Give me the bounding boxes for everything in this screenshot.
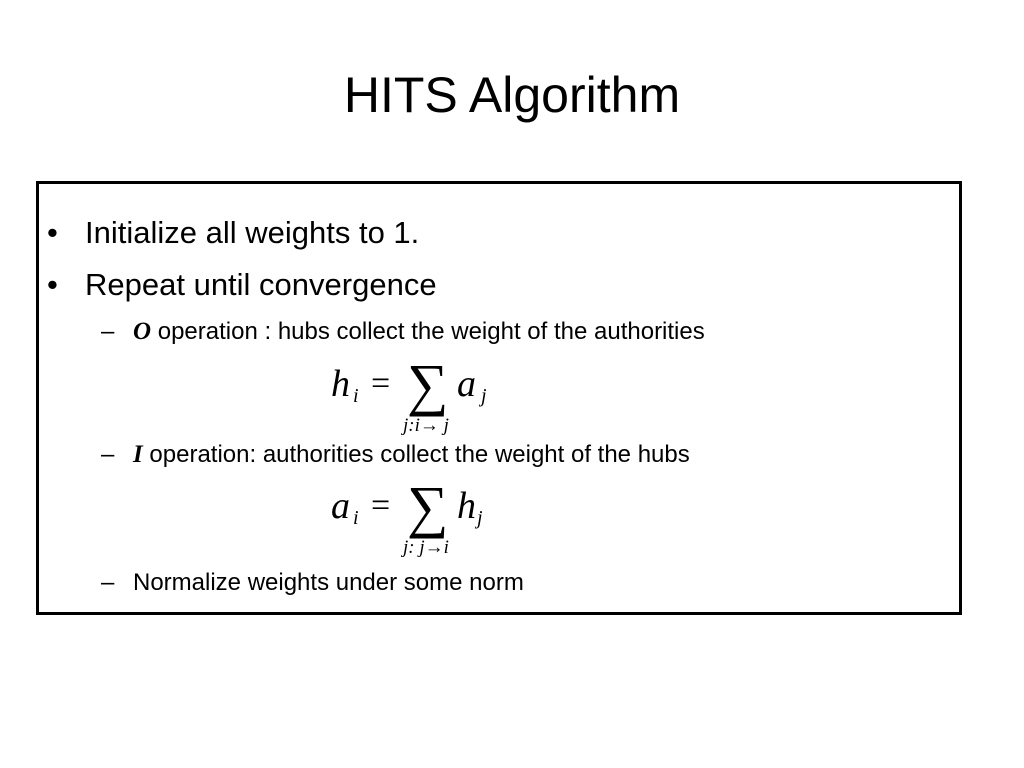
bullet-initialize xyxy=(47,214,419,252)
sub-bullet-normalize xyxy=(101,568,524,598)
content-box xyxy=(36,181,962,615)
formula-lhs: a xyxy=(331,485,350,527)
bullet-repeat xyxy=(47,266,437,304)
sub-bullet-text: operation: authorities collect the weight of the hubs xyxy=(142,441,690,468)
formula-rhs-index: j xyxy=(481,385,487,407)
operation-letter: O xyxy=(133,318,152,345)
formula-equals: = xyxy=(371,365,391,402)
sub-bullet-o-operation xyxy=(101,317,705,347)
sub-bullet-marker: – xyxy=(101,569,115,596)
bullet-text: Repeat until convergence xyxy=(85,267,437,302)
sub-bullet-marker: – xyxy=(101,318,115,345)
bullet-marker: • xyxy=(47,215,58,250)
formula-range: j:i→ j xyxy=(403,415,449,436)
sigma-icon: ∑ xyxy=(407,474,449,539)
bullet-marker: • xyxy=(47,267,58,302)
hub-update-formula xyxy=(331,352,511,446)
formula-rhs: h xyxy=(457,485,476,527)
sigma-icon: ∑ xyxy=(407,352,449,417)
sub-bullet-text: Normalize weights under some norm xyxy=(133,569,524,596)
operation-letter: I xyxy=(133,441,143,468)
sub-bullet-i-operation xyxy=(101,440,690,470)
formula-equals: = xyxy=(371,487,391,524)
slide-title: HITS Algorithm xyxy=(343,67,681,123)
bullet-text: Initialize all weights to 1. xyxy=(85,215,420,250)
formula-lhs: h xyxy=(331,363,350,405)
formula-rhs-index: j xyxy=(477,507,483,529)
formula-lhs-index: i xyxy=(353,385,359,407)
formula-rhs: a xyxy=(457,363,476,405)
formula-range: j: j→i xyxy=(403,537,449,558)
sub-bullet-text: operation : hubs collect the weight of the authorities xyxy=(151,318,705,345)
formula-lhs-index: i xyxy=(353,507,359,529)
authority-update-formula xyxy=(331,474,511,570)
sub-bullet-marker: – xyxy=(101,441,115,468)
